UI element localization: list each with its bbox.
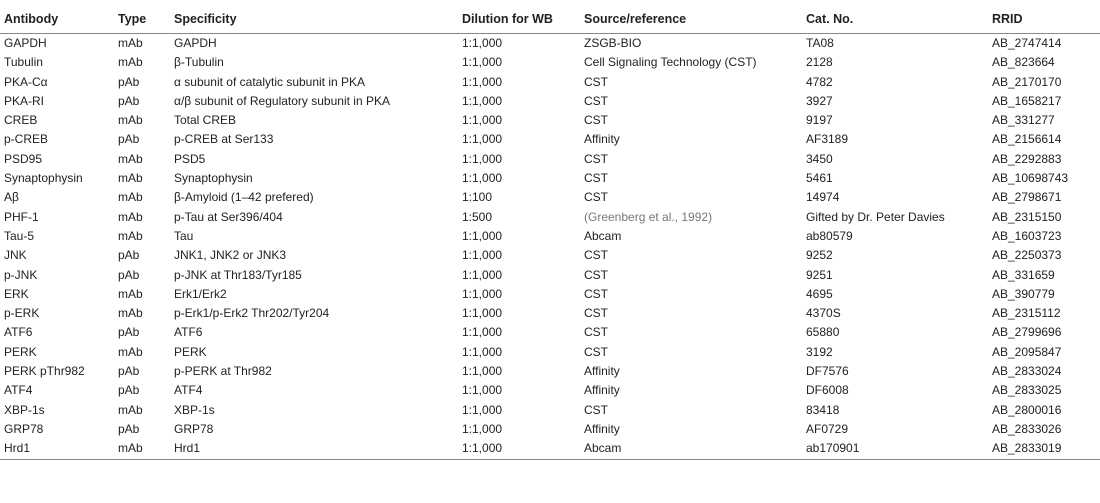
cell-antibody: PSD95 <box>4 151 43 166</box>
header-cat-no: Cat. No. <box>802 6 988 34</box>
cell-source: CST <box>584 306 608 321</box>
cell-antibody: CREB <box>4 113 38 128</box>
table-body <box>0 34 1100 460</box>
cell-dilution: 1:500 <box>462 209 493 224</box>
cell-type: pAb <box>118 74 140 89</box>
cell-source: CST <box>584 113 608 128</box>
cell-antibody: ATF4 <box>4 383 33 398</box>
cell-cat-no: 5461 <box>806 171 833 186</box>
cell-antibody: p-CREB <box>4 132 49 147</box>
table-row <box>0 169 1100 188</box>
cell-rrid: AB_1603723 <box>992 228 1062 243</box>
cell-dilution: 1:1,000 <box>458 439 580 459</box>
cell-rrid: AB_2799696 <box>992 325 1062 340</box>
cell-rrid: AB_2833026 <box>992 421 1062 436</box>
cell-type: pAb <box>118 93 140 108</box>
cell-rrid: AB_2095847 <box>992 344 1062 359</box>
cell-specificity: Tau <box>174 228 194 243</box>
cell-specificity: Synaptophysin <box>174 171 253 186</box>
cell-source: Affinity <box>584 364 620 379</box>
cell-source: Affinity <box>584 132 620 147</box>
cell-source: Affinity <box>584 383 620 398</box>
cell-dilution: 1:1,000 <box>462 344 503 359</box>
cell-source: Abcam <box>580 439 802 459</box>
cell-rrid: AB_2156614 <box>992 132 1062 147</box>
header-rrid: RRID <box>988 6 1100 34</box>
cell-cat-no: Gifted by Dr. Peter Davies <box>806 209 945 224</box>
table-row <box>0 246 1100 265</box>
cell-cat-no: 9252 <box>806 248 833 263</box>
table-row <box>0 401 1100 420</box>
cell-antibody: JNK <box>4 248 27 263</box>
table-row <box>0 362 1100 381</box>
cell-type: pAb <box>118 267 140 282</box>
cell-dilution: 1:1,000 <box>462 55 503 70</box>
cell-dilution: 1:1,000 <box>462 74 503 89</box>
cell-specificity: β-Tubulin <box>174 55 224 70</box>
cell-dilution: 1:1,000 <box>462 113 503 128</box>
cell-rrid: AB_823664 <box>992 55 1055 70</box>
cell-cat-no: 65880 <box>806 325 840 340</box>
cell-specificity: ATF4 <box>174 383 203 398</box>
header-dilution: Dilution for WB <box>458 6 580 34</box>
cell-dilution: 1:1,000 <box>462 306 503 321</box>
cell-dilution: 1:1,000 <box>462 267 503 282</box>
cell-type: pAb <box>118 132 140 147</box>
cell-dilution: 1:100 <box>462 190 493 205</box>
cell-rrid: AB_390779 <box>992 286 1055 301</box>
cell-specificity: α/β subunit of Regulatory subunit in PKA <box>174 93 390 108</box>
cell-rrid: AB_2833024 <box>992 364 1062 379</box>
cell-type: pAb <box>118 364 140 379</box>
cell-type: mAb <box>118 151 143 166</box>
cell-source: Cell Signaling Technology (CST) <box>584 55 757 70</box>
cell-specificity: p-PERK at Thr982 <box>174 364 272 379</box>
cell-dilution: 1:1,000 <box>462 36 503 50</box>
cell-antibody: p-JNK <box>4 267 38 282</box>
header-type: Type <box>114 6 170 34</box>
cell-type: mAb <box>118 402 143 417</box>
cell-rrid: AB_2170170 <box>992 74 1062 89</box>
antibody-table <box>0 6 1100 460</box>
cell-antibody: PHF-1 <box>4 209 39 224</box>
cell-type: mAb <box>118 209 143 224</box>
table-row <box>0 343 1100 362</box>
table-row <box>0 92 1100 111</box>
cell-specificity: ATF6 <box>174 325 203 340</box>
cell-specificity: Total CREB <box>174 113 237 128</box>
cell-specificity: GAPDH <box>174 36 217 50</box>
cell-cat-no: AF0729 <box>806 421 849 436</box>
cell-cat-no: 9251 <box>806 267 833 282</box>
cell-source: CST <box>584 74 608 89</box>
table-row <box>0 150 1100 169</box>
cell-specificity: α subunit of catalytic subunit in PKA <box>174 74 366 89</box>
cell-source: CST <box>584 151 608 166</box>
cell-antibody: p-ERK <box>4 306 40 321</box>
cell-rrid: AB_331659 <box>992 267 1055 282</box>
cell-cat-no: 3927 <box>806 93 833 108</box>
cell-type: mAb <box>118 344 143 359</box>
table-row <box>0 304 1100 323</box>
cell-rrid: AB_2292883 <box>992 151 1062 166</box>
cell-antibody: Tubulin <box>4 55 43 70</box>
cell-type: mAb <box>118 306 143 321</box>
cell-type: mAb <box>118 190 143 205</box>
cell-source: CST <box>584 286 608 301</box>
cell-rrid: AB_2798671 <box>992 190 1062 205</box>
cell-type: mAb <box>114 439 170 459</box>
cell-type: mAb <box>118 228 143 243</box>
cell-antibody: Tau-5 <box>4 228 35 243</box>
cell-dilution: 1:1,000 <box>462 421 503 436</box>
cell-dilution: 1:1,000 <box>462 171 503 186</box>
table-row <box>0 188 1100 207</box>
cell-antibody: Aβ <box>4 190 19 205</box>
cell-specificity: PSD5 <box>174 151 206 166</box>
cell-rrid: AB_2800016 <box>992 402 1062 417</box>
cell-dilution: 1:1,000 <box>462 93 503 108</box>
cell-cat-no: 2128 <box>806 55 833 70</box>
cell-antibody: Synaptophysin <box>4 171 83 186</box>
cell-cat-no: 14974 <box>806 190 840 205</box>
cell-type: pAb <box>118 421 140 436</box>
cell-source: CST <box>584 402 608 417</box>
cell-cat-no: DF6008 <box>806 383 849 398</box>
cell-dilution: 1:1,000 <box>462 248 503 263</box>
citation-link[interactable]: (Greenberg et al., 1992) <box>584 209 713 224</box>
table-row <box>0 208 1100 227</box>
cell-rrid: AB_2747414 <box>992 36 1062 50</box>
cell-cat-no: 4782 <box>806 74 833 89</box>
cell-dilution: 1:1,000 <box>462 151 503 166</box>
cell-cat-no: ab170901 <box>802 439 988 459</box>
table-row <box>0 381 1100 400</box>
cell-source: ZSGB-BIO <box>584 36 642 50</box>
cell-dilution: 1:1,000 <box>462 364 503 379</box>
cell-source: CST <box>584 325 608 340</box>
cell-source: CST <box>584 248 608 263</box>
header-specificity: Specificity <box>170 6 458 34</box>
cell-antibody: XBP-1s <box>4 402 45 417</box>
cell-dilution: 1:1,000 <box>462 286 503 301</box>
cell-type: mAb <box>118 55 143 70</box>
cell-antibody: GAPDH <box>4 36 47 50</box>
cell-cat-no: 9197 <box>806 113 833 128</box>
cell-type: pAb <box>118 248 140 263</box>
cell-antibody: PERK pThr982 <box>4 364 85 379</box>
table-row <box>0 73 1100 92</box>
table-row <box>0 323 1100 342</box>
table-row <box>0 53 1100 72</box>
cell-antibody: PKA-RI <box>4 93 45 108</box>
table-row <box>0 420 1100 439</box>
cell-cat-no: TA08 <box>806 36 834 50</box>
cell-cat-no: 4695 <box>806 286 833 301</box>
table-row <box>0 439 1100 459</box>
cell-rrid: AB_10698743 <box>992 171 1069 186</box>
cell-type: pAb <box>118 325 140 340</box>
cell-dilution: 1:1,000 <box>462 383 503 398</box>
header-row <box>0 6 1100 34</box>
cell-type: mAb <box>118 171 143 186</box>
table-row <box>0 285 1100 304</box>
cell-specificity: p-JNK at Thr183/Tyr185 <box>174 267 302 282</box>
cell-rrid: AB_2315112 <box>992 306 1061 321</box>
cell-antibody: Hrd1 <box>0 439 114 459</box>
cell-cat-no: DF7576 <box>806 364 849 379</box>
table-row <box>0 34 1100 54</box>
cell-cat-no: 3192 <box>806 344 833 359</box>
cell-rrid: AB_2833025 <box>992 383 1062 398</box>
cell-dilution: 1:1,000 <box>462 132 503 147</box>
cell-cat-no: 3450 <box>806 151 833 166</box>
table-row <box>0 111 1100 130</box>
table-row <box>0 130 1100 149</box>
cell-specificity: Erk1/Erk2 <box>174 286 227 301</box>
cell-specificity: PERK <box>174 344 207 359</box>
cell-source: CST <box>584 190 608 205</box>
cell-dilution: 1:1,000 <box>462 402 503 417</box>
cell-source: Affinity <box>584 421 620 436</box>
table-header <box>0 6 1100 34</box>
cell-type: pAb <box>118 383 140 398</box>
cell-type: mAb <box>118 36 143 50</box>
cell-type: mAb <box>118 286 143 301</box>
cell-source: CST <box>584 171 608 186</box>
cell-source: CST <box>584 344 608 359</box>
cell-antibody: GRP78 <box>4 421 44 436</box>
cell-cat-no: 4370S <box>806 306 841 321</box>
cell-rrid: AB_1658217 <box>992 93 1062 108</box>
cell-rrid: AB_331277 <box>992 113 1055 128</box>
cell-dilution: 1:1,000 <box>462 325 503 340</box>
cell-specificity: JNK1, JNK2 or JNK3 <box>174 248 287 263</box>
cell-specificity: Hrd1 <box>170 439 458 459</box>
table-row <box>0 266 1100 285</box>
cell-cat-no: 83418 <box>806 402 840 417</box>
cell-source: CST <box>584 267 608 282</box>
header-source: Source/reference <box>580 6 802 34</box>
header-antibody: Antibody <box>0 6 114 34</box>
cell-type: mAb <box>118 113 143 128</box>
cell-antibody: PERK <box>4 344 37 359</box>
cell-specificity: p-Tau at Ser396/404 <box>174 209 283 224</box>
cell-specificity: p-Erk1/p-Erk2 Thr202/Tyr204 <box>174 306 330 321</box>
cell-source: CST <box>584 93 608 108</box>
cell-rrid: AB_2315150 <box>992 209 1062 224</box>
cell-rrid: AB_2250373 <box>992 248 1062 263</box>
cell-antibody: ERK <box>4 286 29 301</box>
cell-cat-no: ab80579 <box>806 228 853 243</box>
cell-specificity: β-Amyloid (1–42 prefered) <box>174 190 314 205</box>
cell-rrid: AB_2833019 <box>988 439 1100 459</box>
table-row <box>0 227 1100 246</box>
cell-specificity: XBP-1s <box>174 402 215 417</box>
cell-antibody: ATF6 <box>4 325 33 340</box>
cell-specificity: GRP78 <box>174 421 214 436</box>
cell-source: Abcam <box>584 228 622 243</box>
cell-cat-no: AF3189 <box>806 132 849 147</box>
cell-dilution: 1:1,000 <box>462 228 503 243</box>
cell-antibody: PKA-Cα <box>4 74 48 89</box>
cell-specificity: p-CREB at Ser133 <box>174 132 274 147</box>
